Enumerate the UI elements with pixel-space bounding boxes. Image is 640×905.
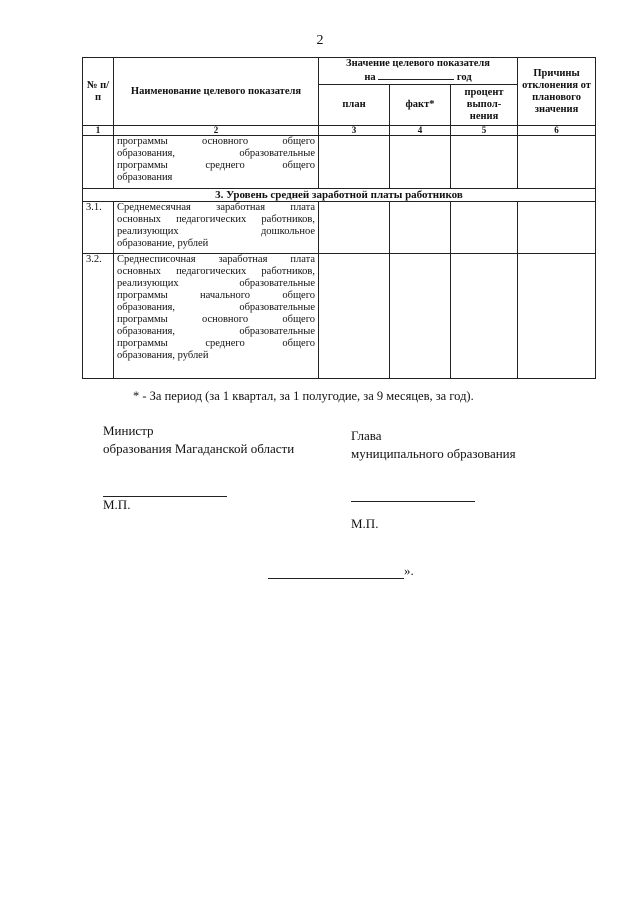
cell-fact — [390, 136, 451, 189]
section-3-row — [83, 189, 596, 202]
cell-num — [83, 136, 114, 189]
cell-reasons — [518, 202, 596, 254]
column-numbers-row — [83, 126, 596, 136]
row-num: 3.1. — [83, 202, 114, 254]
cell-name: программы основного общего образования, образовательные программы среднего общего образования — [114, 136, 319, 189]
cell-plan — [319, 136, 390, 189]
row-name: Среднемесячная заработная плата основных педагогических работников, реализующих дошкольное образование, рублей — [114, 202, 319, 254]
left-signatory-title: Министр образования Магаданской области — [103, 423, 295, 456]
header-reasons: Причины отклонения от планового значения — [518, 58, 596, 126]
right-signatory-title: Глава муниципального образования — [351, 428, 516, 461]
row-name: Среднесписочная заработная плата основных педагогических работников, реализующих образовательные программы начального общего образования, образовательные программы основного общего образования, образовательные программы среднего общего образования, рублей — [114, 254, 319, 379]
cell-fact — [390, 202, 451, 254]
header-num: № п/п — [83, 58, 114, 126]
section-3-title: 3. Уровень средней заработной платы работников — [83, 189, 596, 202]
column-number: 4 — [390, 126, 451, 136]
header-name: Наименование целевого показателя — [114, 58, 319, 126]
target-indicators-table — [82, 57, 596, 379]
header-fact: факт* — [390, 85, 451, 126]
cell-plan — [319, 202, 390, 254]
cell-plan — [319, 254, 390, 379]
table-row — [83, 202, 596, 254]
left-stamp: М.П. — [103, 497, 131, 512]
cell-percent — [451, 136, 518, 189]
right-stamp: М.П. — [351, 516, 379, 531]
table-row — [83, 254, 596, 379]
column-number: 1 — [83, 126, 114, 136]
page-number: 2 — [316, 33, 324, 48]
column-number: 2 — [114, 126, 319, 136]
cell-reasons — [518, 254, 596, 379]
closing-line — [268, 563, 414, 579]
cell-percent — [451, 254, 518, 379]
cell-percent — [451, 202, 518, 254]
row-num: 3.2. — [83, 254, 114, 379]
column-number: 3 — [319, 126, 390, 136]
column-number: 6 — [518, 126, 596, 136]
right-signature-line — [351, 501, 475, 502]
column-number: 5 — [451, 126, 518, 136]
cell-fact — [390, 254, 451, 379]
cell-reasons — [518, 136, 596, 189]
header-row-1 — [83, 58, 596, 85]
header-percent: процент выпол-нения — [451, 85, 518, 126]
continued-row — [83, 136, 596, 189]
closing-blank — [268, 566, 404, 579]
footnote: * - За период (за 1 квартал, за 1 полугодие, за 9 месяцев, за год). — [133, 389, 474, 403]
header-value-group: Значение целевого показателя на год — [319, 58, 518, 85]
header-plan: план — [319, 85, 390, 126]
closing-suffix: ». — [404, 563, 414, 578]
